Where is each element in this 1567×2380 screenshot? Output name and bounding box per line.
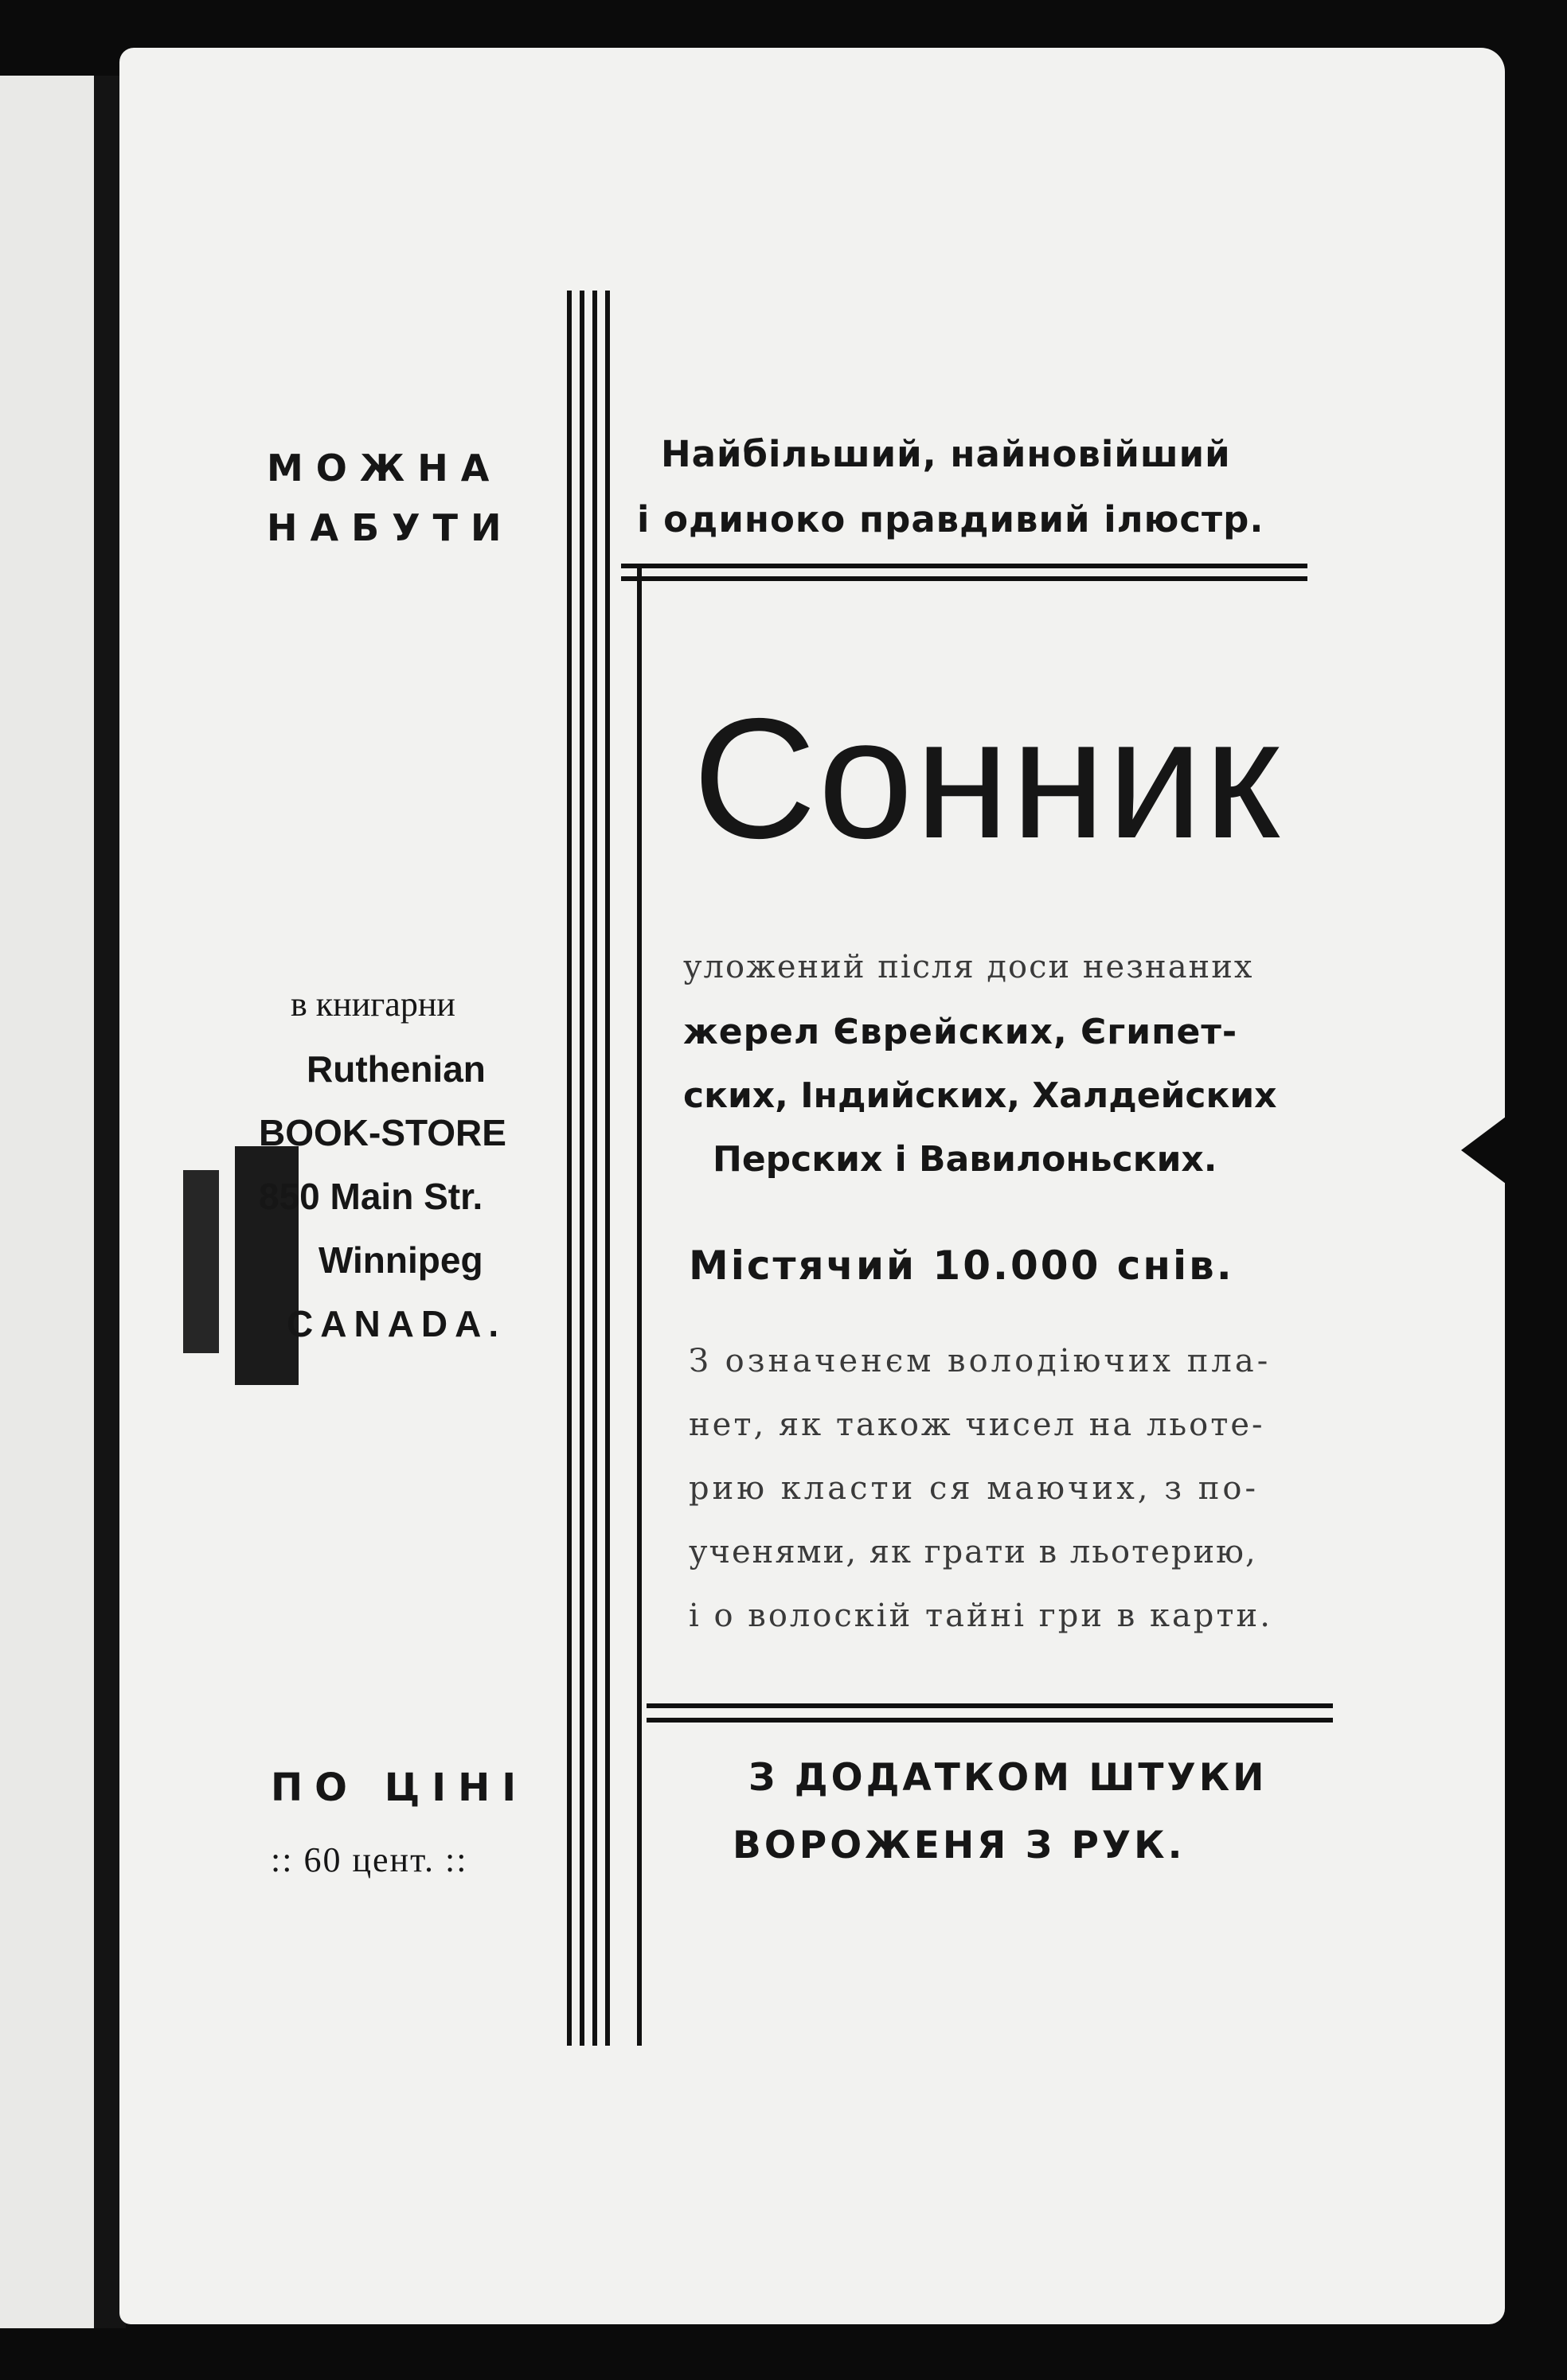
desc-line-4: ученями, як грати в льотерию, [689,1534,1257,1570]
vertical-rule-3 [592,291,597,2046]
desc-line-1: З означенєм володіючих пла- [689,1343,1272,1379]
vertical-rule-4 [605,291,610,2046]
price-value: :: 60 цент. :: [271,1840,468,1879]
can-get-line1: МОЖНА [267,447,502,490]
addition-line2: ВОРОЖЕНЯ З РУК. [733,1824,1186,1867]
store-line-4: 850 Main Str. [259,1176,483,1217]
dream-count: Містячий 10.000 снів. [689,1243,1234,1289]
vertical-rule-2 [580,291,584,2046]
tagline-line2: і одиноко правдивий ілюстр. [637,498,1264,540]
vertical-rule-5 [637,565,642,2046]
desc-line-5: і о волоскій тайні гри в карти. [689,1598,1272,1634]
desc-line-3: рию класти ся маючих, з по- [689,1470,1259,1507]
store-line-2: Ruthenian [307,1048,486,1090]
bottom-double-rule-a [647,1703,1333,1708]
sources-line-1: уложений після доси незнаних [683,949,1254,985]
sources-line-4: Перских і Вавилоньских. [713,1139,1217,1180]
can-get-line2: НАБУТИ [267,506,514,549]
store-line-6: CANADA. [287,1303,506,1344]
vertical-rule-1 [567,291,572,2046]
desc-line-2: нет, як також чисел на льоте- [689,1407,1265,1443]
addition-line1: З ДОДАТКОМ ШТУКИ [748,1756,1268,1800]
bottom-double-rule-b [647,1718,1333,1723]
store-line-3: BOOK-STORE [259,1112,506,1153]
price-label: ПО ЦІНІ [271,1765,529,1810]
page-tear-notch [1461,1114,1509,1186]
page-title: Сонник [693,682,1281,874]
adjacent-page-strip [0,76,96,2328]
store-line-1: в книгарни [291,985,455,1024]
store-line-5: Winnipeg [318,1239,483,1281]
top-double-rule-a [621,564,1307,568]
sources-line-3: ских, Індийских, Халдейских [683,1075,1277,1116]
top-double-rule-b [621,576,1307,581]
tagline-line1: Найбільший, найновійший [661,433,1231,475]
sources-line-2: жерел Єврейских, Єгипет- [683,1012,1238,1052]
